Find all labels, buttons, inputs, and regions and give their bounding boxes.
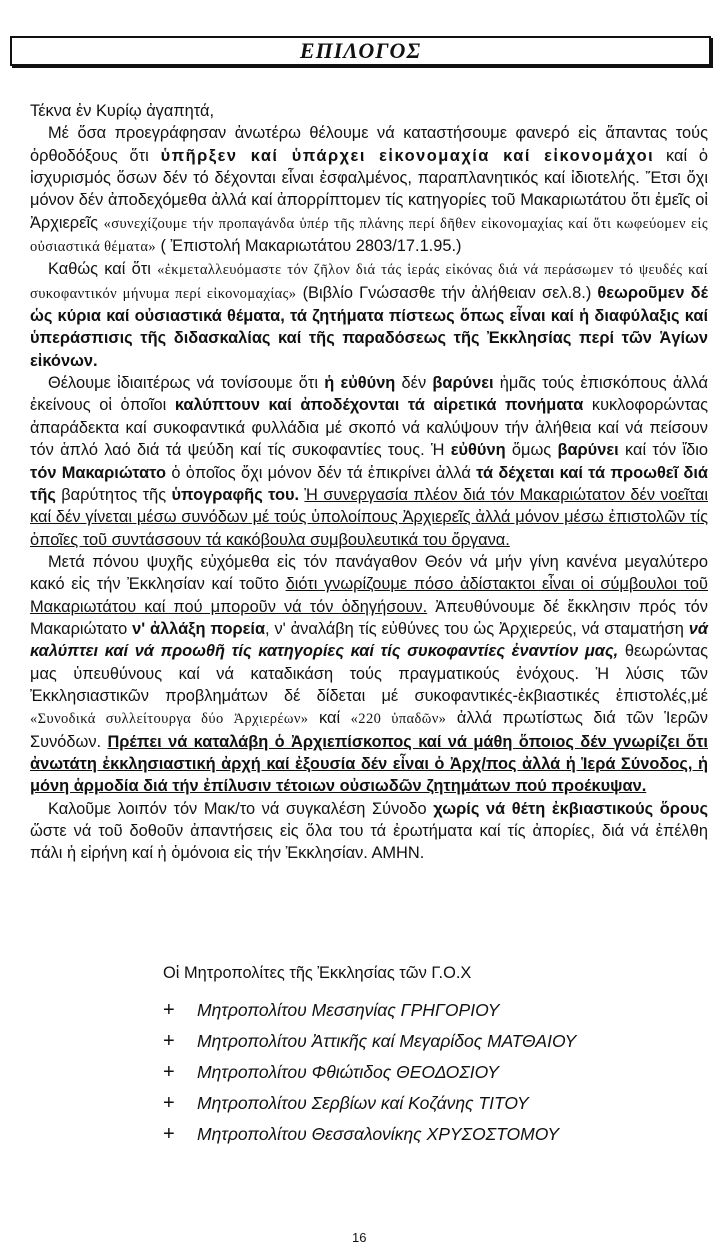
p4-quote-h: «Συνοδικά συλλείτουργα δύο Ἀρχιερέων» xyxy=(30,711,309,728)
p2-quote: «ἐκμεταλλευόμαστε τόν ζῆλον διά τάς ἱεράς εἰκόνας διά νά περάσωμεν τό ψευδές καί συκοφαντικόν μήνυμα περί εἰκονομαχίας» xyxy=(30,262,709,302)
p1-bold-a: ὑπῆρξεν καί ὑπάρχει εἰκονομαχία καί εἰκονομάχοι xyxy=(160,146,655,165)
p4-text-c: Ἀπευθύνουμε δέ ἔκκλησιν πρός τόν Μακαριώτατο xyxy=(30,597,708,638)
p1-text-a: Μέ ὅσα προεγράφησαν ἀνωτέρω θέλουμε νά καταστήσουμε φανερό εἰς ἅπαντας τούς ὀρθοδόξους ὅτι xyxy=(30,124,708,165)
signature-name: Μητροπολίτου Σερβίων καί Κοζάνης ΤΙΤΟΥ xyxy=(197,1093,529,1113)
p3-bold-f: καλύπτουν καί ἀποδέχονται τά αἱρετικά πονήματα xyxy=(174,396,584,415)
p3-text-e: ἡμᾶς τούς ἐπισκόπους ἀλλά ἐκείνους οἱ ὁποῖοι xyxy=(30,374,708,415)
p3-bold-d: βαρύνει xyxy=(432,374,494,393)
p2-text-a: Καθώς καί ὅτι xyxy=(48,260,158,279)
p5-bold-b: χωρίς νά θέτη ἐκβιαστικούς ὅρους xyxy=(433,799,708,818)
p1-citation: ( Ἐπιστολή Μακαριωτάτου 2803/17.1.95.) xyxy=(155,237,462,256)
signature-item xyxy=(163,995,576,1026)
p4-quote-j: «220 ὑπαδῶν» xyxy=(350,711,447,728)
title-box xyxy=(10,36,711,66)
p4-underlined-b: διότι γνωρίζουμε πόσο ἀδίστακτοι εἶναι οἱ σύμβουλοι τοῦ Μακαριωτάτου καί πού μποροῦν νά τόν ὁδηγήσουν. xyxy=(30,575,708,616)
p4-text-g: θεωρώντας μας ὑπευθύνους καί νά καταδικάση τούς πραγματικούς ἐνόχους. Ἡ λύσις τῶν Ἐκκλησιαστικῶν προβλημάτων δέ δίδεται μέ συκοφαντικές-ἐκβιαστικές ἐπιστολές,μέ xyxy=(30,642,708,705)
p3-bold-j: βαρύνει xyxy=(557,441,619,460)
p5-text-a: Καλοῦμε λοιπόν τόν Μακ/το νά συγκαλέση Σύνοδο xyxy=(48,799,434,818)
signature-item xyxy=(163,1088,576,1119)
signature-item xyxy=(163,1119,576,1150)
paragraph-2 xyxy=(30,258,708,372)
p3-text-m: ὁ ὁποῖος ὄχι μόνον δέν τά ἐπικρίνει ἀλλά xyxy=(166,463,477,482)
cross-icon: + xyxy=(163,1061,175,1083)
cross-icon: + xyxy=(163,1123,175,1145)
page-number: 16 xyxy=(352,1230,367,1245)
signature-list xyxy=(163,995,576,1150)
paragraph-3 xyxy=(30,372,708,551)
signature-name: Μητροπολίτου Ἀττικῆς καί Μεγαρίδος ΜΑΤΘΑΙΟΥ xyxy=(197,1031,577,1051)
p3-text-g: κυκλοφορώντας ἀπαράδεκτα καί συκοφαντικά φυλλάδια μέ σκοπό νά καλύψουν τήν ἀλήθεια καί νά πείσουν τόν ἁπλό λαό διά τά ψεύδη καί τίς συκοφαντίες τους. Ἡ xyxy=(30,396,708,460)
p3-text-o: βαρύτητος τῆς xyxy=(55,485,172,504)
p3-bold-l: τόν Μακαριώτατο xyxy=(30,463,167,482)
page-title: ΕΠΙΛΟΓΟΣ xyxy=(299,38,422,63)
p3-text-a: Θέλουμε ἰδιαιτέρως νά τονίσουμε ὅτι xyxy=(48,374,325,393)
p4-text-e: , ν' ἀναλάβη τίς εὐθύνες του ὡς Ἀρχιερεύς, νά σταματήση xyxy=(265,619,689,638)
paragraph-5 xyxy=(30,798,708,865)
paragraph-4 xyxy=(30,551,708,798)
p4-bold-d: ν' ἀλλάξη πορεία xyxy=(132,619,266,638)
signature-item xyxy=(163,1026,576,1057)
signature-name: Μητροπολίτου Θεσσαλονίκης ΧΡΥΣΟΣΤΟΜΟΥ xyxy=(197,1124,560,1144)
signature-item xyxy=(163,1057,576,1088)
p4-text-k: ἀλλά πρωτίστως διά τῶν Ἱερῶν Συνόδων. xyxy=(30,709,708,751)
signatures-intro: Οἱ Μητροπολίτες τῆς Ἐκκλησίας τῶν Γ.Ο.Χ xyxy=(163,964,472,982)
signature-name: Μητροπολίτου Φθιώτιδος ΘΕΟΔΟΣΙΟΥ xyxy=(197,1062,499,1082)
p3-bold-h: εὐθύνη xyxy=(450,441,506,460)
p4-text-i: καί xyxy=(308,709,351,728)
p3-text-i: ὅμως xyxy=(505,441,558,460)
paragraph-1 xyxy=(30,122,708,258)
p2-citation: (Βιβλίο Γνώσασθε τήν ἀλήθειαν σελ.8.) xyxy=(296,283,598,302)
p3-bold-b: ἡ εὐθύνη xyxy=(324,374,396,393)
salutation: Τέκνα ἐν Κυρίῳ ἀγαπητά, xyxy=(30,102,215,120)
cross-icon: + xyxy=(163,999,175,1021)
p4-text-a: Μετά πόνου ψυχῆς εὐχόμεθα εἰς τόν πανάγαθον Θεόν νά μήν γίνη κανένα μεγαλύτερο κακό εἰς τήν Ἐκκλησίαν καί τοῦτο xyxy=(30,552,708,594)
cross-icon: + xyxy=(163,1092,175,1114)
signature-name: Μητροπολίτου Μεσσηνίας ΓΡΗΓΟΡΙΟΥ xyxy=(197,1000,500,1020)
p4-bold-italic-f: νά καλύπτει καί νά προωθῆ τίς κατηγορίες καί τίς συκοφαντίες ἐναντίον μας, xyxy=(30,619,708,661)
p1-quote: «συνεχίζουμε τήν προπαγάνδα ὑπέρ τῆς πλάνης περί δῆθεν εἰκονομαχίας καί ὅτι κωφεύομεν εἰς οὐσιαστικά θέματα» xyxy=(30,215,708,256)
p3-bold-n: τά δέχεται καί τά προωθεῖ διά τῆς xyxy=(30,463,708,504)
p4-bold-underlined-l: Πρέπει νά καταλάβη ὁ Ἀρχιεπίσκοπος καί νά μάθη ὅποιος δέν γνωρίζει ὅτι ἀνωτάτη ἐκκλησιαστική ἀρχή καί ἐξουσία δέν εἶναι ὁ Ἀρχ/πος ἀλλά ἡ Ἱερά Σύνοδος, ἡ μόνη ἁρμοδία διά τήν ἐπίλυσιν τέτοιων οὐσιωδῶν ζητημάτων πού προέκυψαν. xyxy=(30,732,708,796)
p3-bold-p: ὑπογραφῆς του. xyxy=(171,485,300,504)
cross-icon: + xyxy=(163,1030,175,1052)
p1-text-c: καί ὁ ἰσχυρισμός ὅσων δέν τό δέχονται εἶναι ἐσφαλμένος, παραπλανητικός καί ἰδιοτελής. Ἔτσι ὄχι μόνον δέν ἀποδεχόμεθα ἀλλά καί ἀπορρίπτομεν τίς κατηγορίες τοῦ Μακαριωτάτου ὅτι ἐμεῖς οἱ Ἀρχιερεῖς xyxy=(30,146,708,232)
p5-text-c: ὥστε νά τοῦ δοθοῦν ἀπαντήσεις εἰς ὅλα του τά ἐρωτήματα καί τίς ἀπορίες, διά νά ἐπέλθη πάλι ἡ εἰρήνη καί ἡ ὁμόνοια εἰς τήν Ἐκκλησίαν. ΑΜΗΝ. xyxy=(30,822,708,863)
p3-text-k: καί τόν ἴδιο xyxy=(618,441,708,460)
p3-underlined: Ἡ συνεργασία πλέον διά τόν Μακαριώτατον δέν νοεῖται καί δέν γίνεται μέσω συνόδων μέ τούς ὑπολοίπους Ἀρχιερεῖς ἀλλά μόνον μέσω ἐπιστολῶν τίς ὁποῖες τοῦ συντάσσουν τά κακόβουλα συμβουλευτικά του ὄργανα. xyxy=(30,485,708,549)
p3-text-c: δέν xyxy=(395,374,433,393)
p2-bold: θεωροῦμεν δέ ὡς κύρια καί οὐσιαστικά θέματα, τά ζητήματα πίστεως ὅπως εἶναι καί ἡ διαφύλαξις καί ὑπεράσπισις τῆς διδασκαλίας καί τῆς παραδόσεως τῆς Ἐκκλησίας περί τῶν Ἁγίων εἰκόνων. xyxy=(30,283,708,370)
body-text xyxy=(30,100,708,865)
